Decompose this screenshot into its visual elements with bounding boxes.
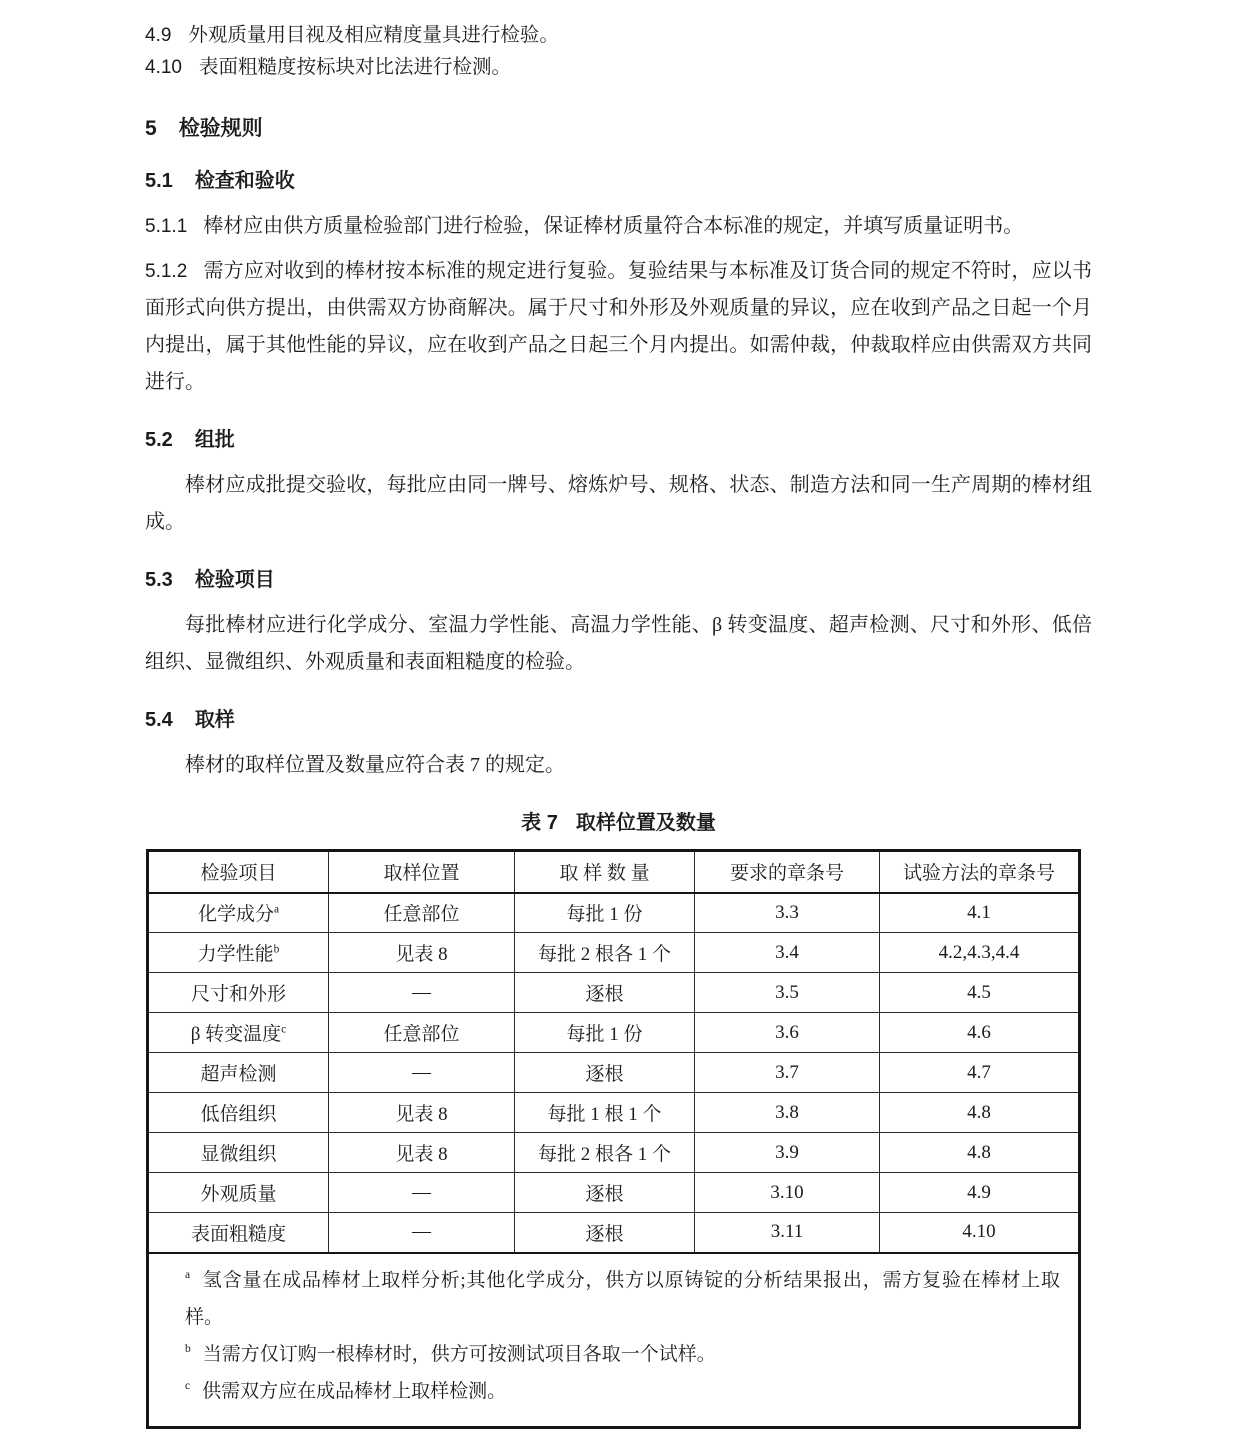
- footnote-marker: b: [185, 1343, 191, 1356]
- cell-quantity: 逐根: [515, 1053, 695, 1093]
- paragraph-5-3: 每批棒材应进行化学成分、室温力学性能、高温力学性能、β 转变温度、超声检测、尺寸和外形、低倍组织、显微组织、外观质量和表面粗糙度的检验。: [145, 614, 1092, 673]
- section-number: 5.3: [145, 569, 173, 591]
- footnote-marker: a: [185, 1269, 191, 1282]
- table-row: [148, 893, 1080, 933]
- cell-quantity: 逐根: [515, 1173, 695, 1213]
- cell-item: 尺寸和外形: [148, 973, 329, 1013]
- cell-position: 见表 8: [329, 1093, 515, 1133]
- cell-requirement: 3.5: [695, 973, 880, 1013]
- footnote-c: [185, 1373, 1060, 1410]
- cell-method: 4.2,4.3,4.4: [880, 933, 1080, 973]
- clause-4-10: [145, 52, 1092, 84]
- cell-method: 4.1: [880, 893, 1080, 933]
- clause-text: 需方应对收到的棒材按本标准的规定进行复验。复验结果与本标准及订货合同的规定不符时，应以书面形式向供方提出，由供需双方协商解决。属于尺寸和外形及外观质量的异议，应在收到产品之日起一个月内提出，属于其他性能的异议，应在收到产品之日起三个月内提出。如需仲裁，仲裁取样应由供需双方共同进行。: [145, 260, 1092, 393]
- cell-position: 见表 8: [329, 933, 515, 973]
- column-header-method: 试验方法的章条号: [880, 851, 1080, 893]
- cell-quantity: 每批 1 份: [515, 1013, 695, 1053]
- table-row: [148, 1053, 1080, 1093]
- section-heading-5-2: [145, 427, 1092, 453]
- table-row: [148, 1013, 1080, 1053]
- table-row: [148, 1133, 1080, 1173]
- cell-method: 4.10: [880, 1213, 1080, 1253]
- cell-item: 显微组织: [148, 1133, 329, 1173]
- footnote-text: 供需双方应在成品棒材上取样检测。: [202, 1380, 507, 1402]
- cell-position: —: [329, 1053, 515, 1093]
- cell-item: 超声检测: [148, 1053, 329, 1093]
- paragraph-5-4: 棒材的取样位置及数量应符合表 7 的规定。: [185, 754, 565, 776]
- cell-item: 化学成分$^a$: [148, 893, 329, 933]
- clause-number: 4.9: [145, 25, 172, 46]
- clause-number: 5.1.2: [145, 261, 188, 282]
- cell-quantity: 每批 1 份: [515, 893, 695, 933]
- section-number: 5.1: [145, 170, 173, 192]
- section-number: 5.4: [145, 709, 173, 731]
- footnote-b: [185, 1336, 1060, 1373]
- cell-method: 4.9: [880, 1173, 1080, 1213]
- footnote-marker: c: [185, 1380, 191, 1393]
- cell-quantity: 逐根: [515, 1213, 695, 1253]
- cell-requirement: 3.3: [695, 893, 880, 933]
- cell-quantity: 逐根: [515, 973, 695, 1013]
- clause-5-1-2: [145, 253, 1092, 401]
- section-heading-5: [145, 116, 1092, 142]
- section-title: 组批: [194, 429, 235, 451]
- section-heading-5-3: [145, 567, 1092, 593]
- section-title: 检验项目: [194, 569, 275, 591]
- column-header-requirement: 要求的章条号: [695, 851, 880, 893]
- cell-requirement: 3.6: [695, 1013, 880, 1053]
- footnote-ref: c: [281, 1023, 287, 1036]
- footnote-ref: b: [273, 943, 280, 956]
- cell-quantity: 每批 1 根 1 个: [515, 1093, 695, 1133]
- cell-requirement: 3.11: [695, 1213, 880, 1253]
- column-header-item: 检验项目: [148, 851, 329, 893]
- cell-method: 4.5: [880, 973, 1080, 1013]
- cell-item: 低倍组织: [148, 1093, 329, 1133]
- cell-requirement: 3.8: [695, 1093, 880, 1133]
- table-footnotes-row: [148, 1253, 1080, 1428]
- cell-requirement: 3.9: [695, 1133, 880, 1173]
- cell-requirement: 3.7: [695, 1053, 880, 1093]
- cell-position: —: [329, 1213, 515, 1253]
- cell-position: —: [329, 973, 515, 1013]
- cell-quantity: 每批 2 根各 1 个: [515, 933, 695, 973]
- table-row: [148, 1173, 1080, 1213]
- table-footnotes-cell: [148, 1253, 1080, 1428]
- cell-method: 4.7: [880, 1053, 1080, 1093]
- section-title: 取样: [194, 709, 235, 731]
- section-title: 检查和验收: [194, 170, 295, 192]
- cell-position: —: [329, 1173, 515, 1213]
- cell-method: 4.8: [880, 1093, 1080, 1133]
- footnote-ref: a: [273, 903, 280, 916]
- footnote-a: [185, 1262, 1060, 1336]
- table-row: [148, 1093, 1080, 1133]
- column-header-quantity: 取 样 数 量: [515, 851, 695, 893]
- footnote-text: 氢含量在成品棒材上取样分析;其他化学成分，供方以原铸锭的分析结果报出，需方复验在棒材上取样。: [185, 1269, 1060, 1328]
- table7-caption-title: 取样位置及数量: [575, 812, 716, 834]
- cell-position: 见表 8: [329, 1133, 515, 1173]
- section-number: 5.2: [145, 429, 173, 451]
- cell-method: 4.6: [880, 1013, 1080, 1053]
- cell-requirement: 3.10: [695, 1173, 880, 1213]
- paragraph-5-2: 棒材应成批提交验收，每批应由同一牌号、熔炼炉号、规格、状态、制造方法和同一生产周期的棒材组成。: [145, 474, 1092, 533]
- table7-caption-label: 表 7: [521, 812, 558, 834]
- table-row: [148, 1213, 1080, 1253]
- section-number: 5: [145, 117, 157, 140]
- section-heading-5-1: [145, 168, 1092, 194]
- clause-text: 表面粗糙度按标块对比法进行检测。: [198, 57, 511, 78]
- clause-number: 4.10: [145, 57, 182, 78]
- section-heading-5-4: [145, 707, 1092, 733]
- cell-position: 任意部位: [329, 893, 515, 933]
- table-row: [148, 973, 1080, 1013]
- clause-text: 棒材应由供方质量检验部门进行检验，保证棒材质量符合本标准的规定，并填写质量证明书。: [203, 215, 1024, 237]
- table7-caption: [145, 806, 1092, 835]
- cell-position: 任意部位: [329, 1013, 515, 1053]
- cell-item: 外观质量: [148, 1173, 329, 1213]
- footnote-text: 当需方仅订购一根棒材时，供方可按测试项目各取一个试样。: [202, 1343, 716, 1365]
- column-header-position: 取样位置: [329, 851, 515, 893]
- table7-sampling-table: [146, 849, 1081, 1429]
- cell-quantity: 每批 2 根各 1 个: [515, 1133, 695, 1173]
- cell-item: β 转变温度$^c$: [148, 1013, 329, 1053]
- clause-5-1-1: [145, 208, 1092, 245]
- cell-requirement: 3.4: [695, 933, 880, 973]
- clause-number: 5.1.1: [145, 216, 188, 237]
- clause-4-9: [145, 20, 1092, 52]
- cell-item: 表面粗糙度: [148, 1213, 329, 1253]
- cell-item: 力学性能$^b$: [148, 933, 329, 973]
- clause-text: 外观质量用目视及相应精度量具进行检验。: [188, 25, 559, 46]
- cell-method: 4.8: [880, 1133, 1080, 1173]
- section-title: 检验规则: [178, 117, 263, 140]
- table-row: [148, 933, 1080, 973]
- table-header-row: [148, 851, 1080, 893]
